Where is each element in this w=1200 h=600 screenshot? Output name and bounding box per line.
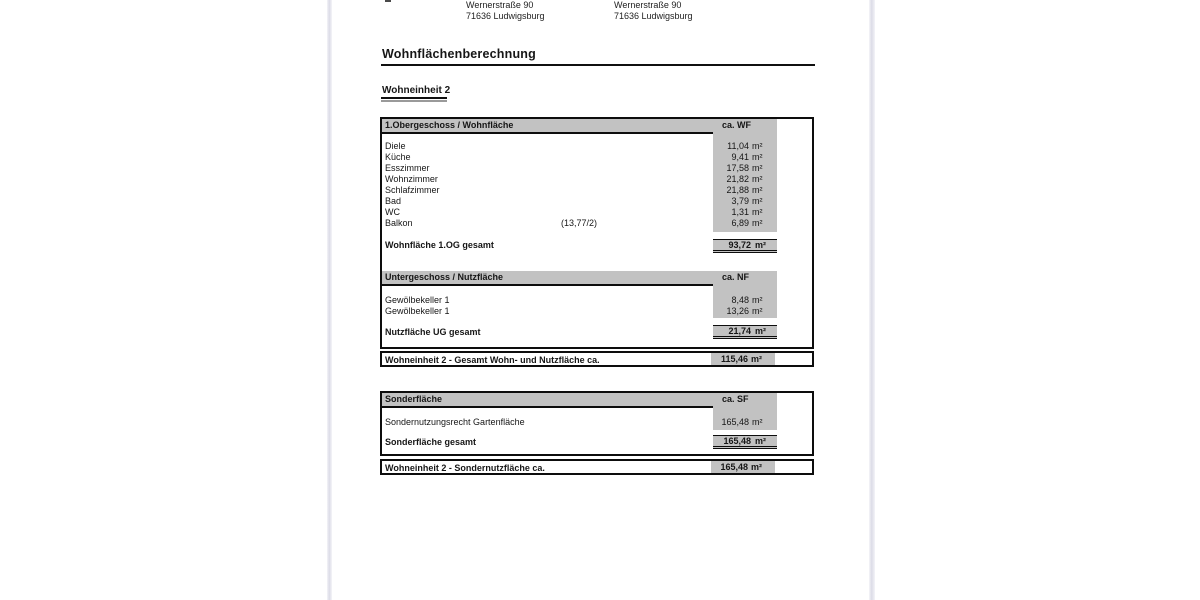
grand-total-row (380, 351, 814, 367)
subtotal-label: Sonderfläche gesamt (385, 437, 477, 447)
room-label: WC (385, 207, 400, 217)
area-value: 165,48 m² (721, 417, 763, 427)
area-value: 21,88 m² (726, 185, 763, 195)
room-label: Esszimmer (385, 163, 430, 173)
column-header-nf: ca. NF (722, 272, 750, 282)
area-value: 21,82 m² (726, 174, 763, 184)
address-street: Wernerstraße 90 (466, 0, 534, 10)
table-row (382, 141, 812, 152)
section-header-rule (382, 132, 713, 134)
area-value: 3,79 m² (731, 196, 763, 206)
section-header-band (382, 271, 777, 284)
room-label: Sondernutzungsrecht Gartenfläche (385, 417, 525, 427)
table-row (382, 196, 812, 207)
section-header: 1.Obergeschoss / Wohnfläche (385, 120, 514, 130)
section-header-band (382, 119, 777, 132)
unit-heading-underline-shadow (381, 100, 447, 102)
grand-total-value: 165,48 m² (711, 461, 775, 473)
grand-total-row (380, 459, 814, 475)
address-city: 71636 Ludwigsburg (614, 11, 693, 21)
table-row (382, 174, 812, 185)
area-value: 13,26 m² (726, 306, 763, 316)
area-value: 6,89 m² (731, 218, 763, 228)
section-header: Sonderfläche (385, 394, 443, 404)
column-header-sf: ca. SF (722, 394, 749, 404)
special-area-table (380, 391, 814, 456)
area-value: 9,41 m² (731, 152, 763, 162)
title-underline (381, 64, 815, 66)
table-row (382, 207, 812, 218)
unit-heading-underline (381, 97, 447, 99)
room-label: Balkon (385, 218, 413, 228)
section-header-rule (382, 406, 713, 408)
grand-total-label: Wohneinheit 2 - Gesamt Wohn- und Nutzfläche ca. (385, 355, 600, 365)
cutoff-text-fragment (385, 0, 391, 2)
page-left-edge (327, 0, 332, 600)
area-value: 17,58 m² (726, 163, 763, 173)
table-row (382, 295, 812, 306)
table-row (382, 185, 812, 196)
room-label: Küche (385, 152, 411, 162)
subtotal-value-box: 93,72 m² (713, 239, 777, 253)
room-label: Diele (385, 141, 406, 151)
column-header-wf: ca. WF (722, 120, 752, 130)
section-header-band (382, 393, 777, 406)
unit-heading: Wohneinheit 2 (382, 85, 451, 96)
room-label: Gewölbekeller 1 (385, 295, 450, 305)
room-label: Bad (385, 196, 402, 206)
section-header: Untergeschoss / Nutzfläche (385, 272, 504, 282)
table-row (382, 152, 812, 163)
page-right-edge (869, 0, 875, 600)
area-value: 1,31 m² (731, 207, 763, 217)
table-row (382, 218, 812, 229)
grand-total-label: Wohneinheit 2 - Sondernutzfläche ca. (385, 463, 545, 473)
room-label: Schlafzimmer (385, 185, 440, 195)
subtotal-label: Wohnfläche 1.OG gesamt (385, 240, 494, 250)
grand-total-value: 115,46 m² (711, 353, 775, 365)
address-block-right (614, 0, 693, 22)
subtotal-label: Nutzfläche UG gesamt (385, 327, 481, 337)
room-label: Wohnzimmer (385, 174, 438, 184)
area-value: 8,48 m² (731, 295, 763, 305)
table-row (382, 306, 812, 317)
living-area-table (380, 117, 814, 349)
calculation-note: (13,77/2) (561, 218, 598, 228)
table-row (382, 163, 812, 174)
subtotal-value-box: 21,74 m² (713, 325, 777, 339)
area-value: 11,04 m² (727, 141, 763, 151)
address-block-left (466, 0, 545, 22)
document-title: Wohnflächenberechnung (382, 47, 536, 61)
section-header-rule (382, 284, 713, 286)
address-city: 71636 Ludwigsburg (466, 11, 545, 21)
table-row (382, 417, 812, 428)
address-street: Wernerstraße 90 (614, 0, 682, 10)
room-label: Gewölbekeller 1 (385, 306, 450, 316)
subtotal-value-box: 165,48 m² (713, 435, 777, 449)
